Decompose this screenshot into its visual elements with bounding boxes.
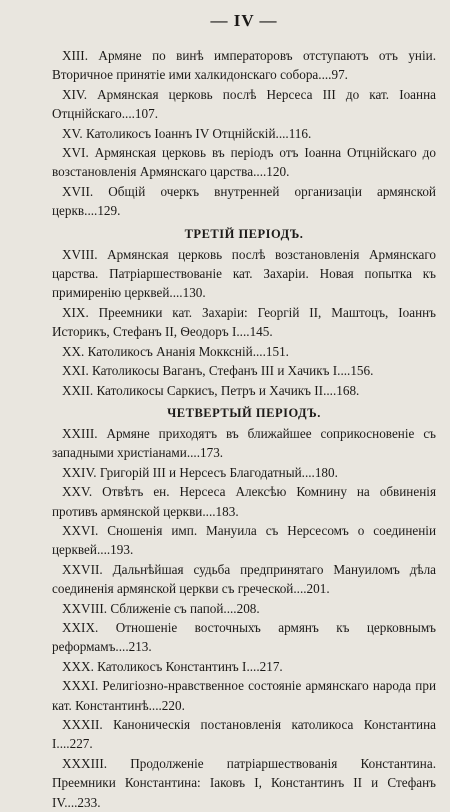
toc-entry bbox=[52, 657, 436, 676]
chapter-number: XXX. bbox=[62, 658, 94, 674]
leader-dots: .... bbox=[186, 445, 201, 461]
leader-dots: .... bbox=[246, 658, 260, 674]
chapter-number: XV. bbox=[62, 125, 83, 141]
chapter-number: XVI. bbox=[62, 145, 89, 161]
chapter-number: XXVII. bbox=[62, 561, 103, 577]
toc-entry bbox=[52, 715, 436, 754]
chapter-title: Католикосы Ваганъ, Стефанъ III и Хачикъ I bbox=[92, 363, 338, 379]
toc-entry bbox=[52, 618, 436, 657]
page-ref: 151. bbox=[265, 343, 289, 359]
toc-entry bbox=[52, 46, 436, 85]
leader-dots: .... bbox=[337, 363, 351, 379]
page-ref: 173. bbox=[200, 445, 224, 461]
page-ref: 193. bbox=[110, 542, 134, 558]
leader-dots: .... bbox=[223, 600, 237, 616]
toc-entry bbox=[52, 85, 436, 124]
toc-list-third-period bbox=[52, 245, 436, 400]
chapter-number: XXVI. bbox=[62, 522, 99, 538]
toc-list-part2 bbox=[52, 46, 436, 221]
page-ref: 129. bbox=[97, 203, 121, 219]
chapter-number: XXXII. bbox=[62, 717, 103, 732]
page-ref: 107. bbox=[134, 106, 158, 122]
chapter-title: Католикосы Саркисъ, Петръ и Хачикъ II bbox=[96, 382, 324, 398]
leader-dots: .... bbox=[169, 285, 183, 301]
toc-entry bbox=[52, 754, 436, 812]
chapter-number: XXIV. bbox=[62, 464, 97, 480]
page-ref: 183. bbox=[215, 503, 239, 519]
chapter-number: XVIII. bbox=[62, 246, 98, 262]
chapter-title: Армянская церковь въ періодъ отъ Іоанна Отцнійскаго до возстановленія Армянскаго царства bbox=[52, 145, 436, 180]
leader-dots: .... bbox=[252, 343, 266, 359]
chapter-title: Религіозно-нравственное состояніе армянскаго народа при кат. Константинѣ bbox=[52, 678, 437, 713]
page-ref: 130. bbox=[182, 285, 206, 301]
chapter-title: Продолженіе патріаршествованія Константина. Преемники Константина: Іаковъ I, Константинъ II и Стефанъ IV bbox=[52, 755, 436, 810]
chapter-number: XXIX. bbox=[62, 619, 99, 635]
section-heading-fourth-period: ЧЕТВЕРТЫЙ ПЕРІОДЪ. bbox=[167, 405, 321, 420]
page-ref: 116. bbox=[288, 125, 312, 141]
toc-entry bbox=[52, 560, 436, 599]
toc-entry bbox=[52, 482, 436, 521]
chapter-number: XXXIII. bbox=[62, 755, 108, 771]
toc-entry bbox=[52, 381, 436, 400]
toc-entry bbox=[52, 303, 436, 342]
leader-dots: .... bbox=[236, 324, 250, 340]
leader-dots: .... bbox=[96, 542, 111, 558]
page-number-header: — IV — bbox=[210, 11, 278, 30]
page-ref: 156. bbox=[350, 363, 374, 379]
chapter-number: XIV. bbox=[62, 86, 88, 102]
chapter-title: Сближеніе съ папой bbox=[110, 600, 224, 616]
leader-dots: .... bbox=[253, 164, 267, 180]
chapter-number: XVII. bbox=[62, 183, 94, 199]
toc-entry bbox=[52, 463, 436, 482]
page-ref: 180. bbox=[314, 464, 338, 480]
chapter-number: XXIII. bbox=[62, 425, 98, 441]
toc-entry bbox=[52, 424, 436, 463]
chapter-number: XXXI. bbox=[62, 678, 99, 694]
leader-dots: .... bbox=[293, 581, 307, 597]
toc-entry bbox=[52, 143, 436, 182]
chapter-title: Каноническія постановленія католикоса Константина I bbox=[52, 717, 437, 752]
leader-dots: .... bbox=[121, 106, 135, 122]
toc-entry bbox=[52, 182, 436, 221]
chapter-title: Католикосъ Іоаннъ IV Отцнійскій bbox=[85, 125, 276, 141]
chapter-number: XIII. bbox=[62, 48, 88, 63]
page-ref: 120. bbox=[266, 164, 290, 180]
page-ref: 217. bbox=[259, 658, 283, 674]
chapter-title: Католикосъ Константинъ I bbox=[97, 658, 247, 674]
chapter-number: XX. bbox=[62, 343, 85, 359]
page-ref: 213. bbox=[128, 639, 152, 655]
page-ref: 227. bbox=[69, 736, 93, 752]
chapter-title: Отношеніе восточныхъ армянъ къ церковнымъ реформамъ bbox=[52, 619, 437, 655]
page-ref: 97. bbox=[331, 67, 348, 83]
chapter-number: XXII. bbox=[62, 382, 94, 398]
leader-dots: .... bbox=[275, 125, 289, 141]
page-ref: 145. bbox=[249, 324, 273, 340]
toc-list-fourth-period bbox=[52, 424, 436, 812]
chapter-title: Отвѣтъ ен. Нерсеса Алексѣю Комнину на обвиненія противъ армянской церкви bbox=[52, 484, 437, 519]
page-ref: 233. bbox=[77, 794, 101, 810]
toc-entry bbox=[52, 521, 436, 560]
chapter-title: Общій очеркъ внутренней организаціи армянской церкв bbox=[52, 183, 436, 219]
leader-dots: .... bbox=[318, 67, 332, 83]
toc-entry bbox=[52, 342, 436, 361]
leader-dots: .... bbox=[301, 464, 315, 480]
chapter-number: XXI. bbox=[62, 363, 89, 379]
toc-entry bbox=[52, 361, 436, 380]
leader-dots: .... bbox=[56, 736, 70, 752]
leader-dots: .... bbox=[115, 639, 129, 655]
chapter-title: Преемники кат. Захаріи: Георгій II, Маштоцъ, Іоаннъ Историкъ, Стефанъ II, Ѳеодоръ I bbox=[52, 304, 437, 340]
section-heading-third-period: ТРЕТІЙ ПЕРІОДЪ. bbox=[184, 226, 304, 241]
chapter-number: XXVIII. bbox=[62, 600, 108, 616]
page-ref: 168. bbox=[336, 382, 360, 398]
chapter-title: Армянская церковь послѣ возстановленія Армянскаго царства. Патріаршествованіе кат. Захаріи. Новая попытка къ примиренію церквей bbox=[52, 246, 437, 301]
chapter-title: Дальнѣйшая судьба предпринятаго Мануиломъ дѣла соединенія армянской церкви съ греческой bbox=[52, 561, 437, 597]
leader-dots: .... bbox=[323, 382, 337, 398]
chapter-title: Сношенія имп. Мануила съ Нерсесомъ о соединеніи церквей bbox=[52, 522, 437, 558]
chapter-title: Григорій III и Нерсесъ Благодатный bbox=[99, 464, 302, 480]
toc-entry bbox=[52, 599, 436, 618]
toc-entry bbox=[52, 124, 436, 143]
toc-entry bbox=[52, 245, 436, 303]
toc-entry bbox=[52, 676, 436, 715]
leader-dots: .... bbox=[64, 794, 78, 810]
chapter-title: Армянская церковь послѣ Нерсеса III до кат. Іоанна Отцнійскаго bbox=[52, 86, 437, 122]
page-ref: 201. bbox=[306, 581, 330, 597]
page-ref: 220. bbox=[161, 697, 185, 713]
page-ref: 208. bbox=[236, 600, 260, 616]
chapter-number: XXV. bbox=[62, 484, 93, 500]
chapter-number: XIX. bbox=[62, 304, 89, 320]
chapter-title: Армяне приходятъ въ ближайшее соприкосновеніе съ западными христіанами bbox=[52, 425, 436, 461]
leader-dots: .... bbox=[84, 203, 98, 219]
leader-dots: .... bbox=[202, 503, 216, 519]
chapter-title: Католикосъ Ананія Мокксній bbox=[87, 343, 253, 359]
chapter-title: Армяне по винѣ императоровъ отступаютъ отъ уніи. Вторичное принятіе ими халкидонскаго собора bbox=[52, 48, 437, 83]
leader-dots: .... bbox=[148, 697, 162, 713]
